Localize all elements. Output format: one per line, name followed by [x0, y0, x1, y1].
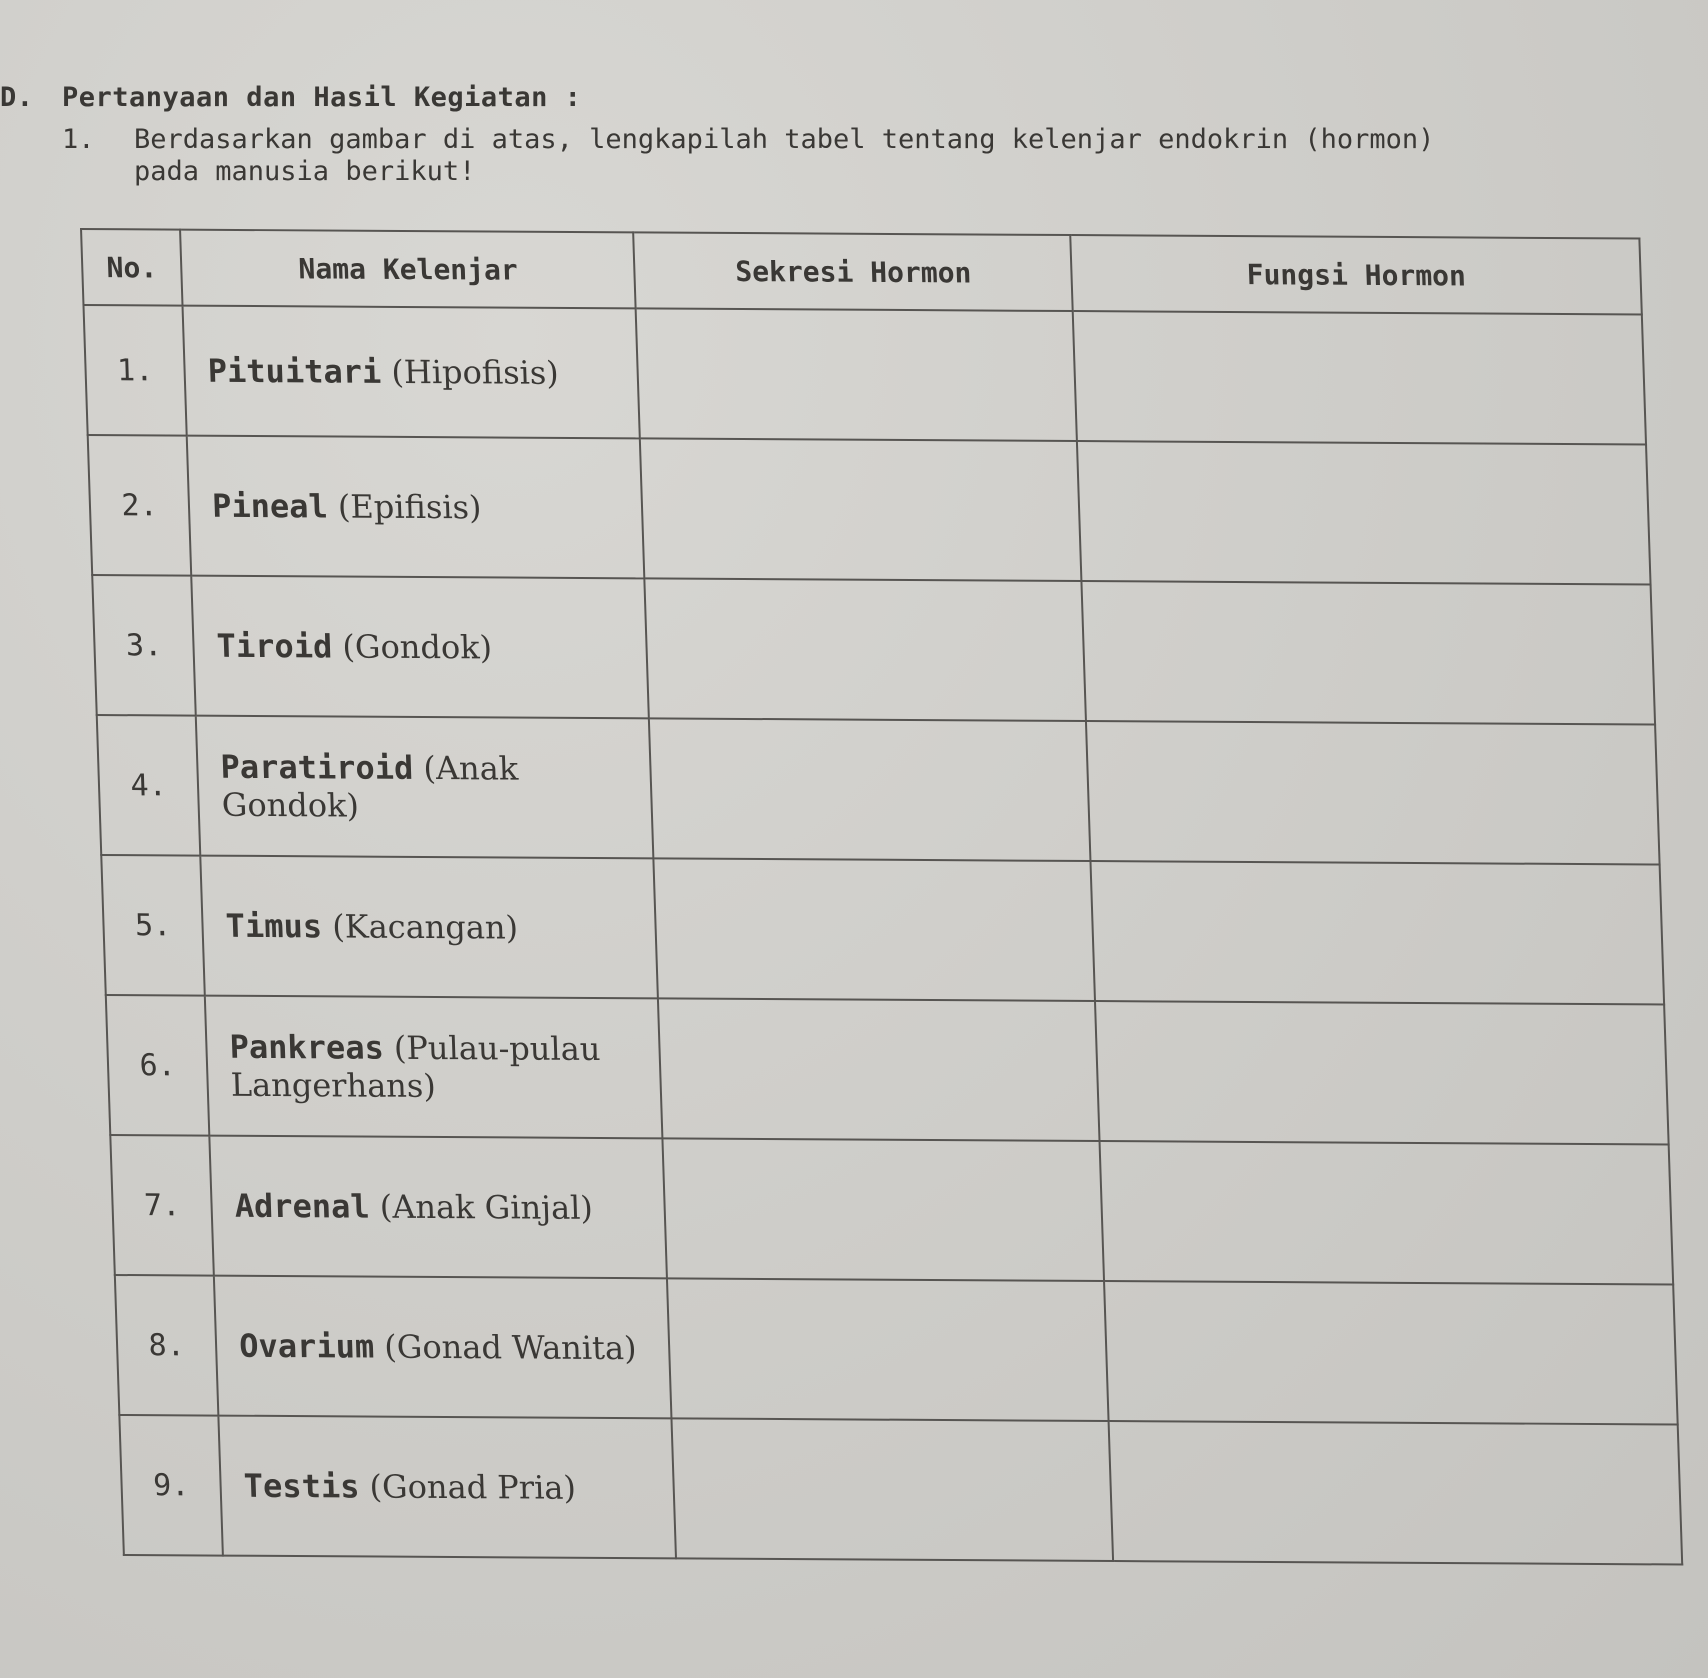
table-row — [115, 1275, 1678, 1425]
secretion-answer-cell[interactable] — [654, 858, 1096, 1001]
function-answer-cell[interactable] — [1100, 1141, 1673, 1284]
question-number: 1. — [62, 124, 95, 155]
gland-name: Tiroid — [216, 626, 333, 666]
secretion-answer-cell[interactable] — [649, 718, 1091, 861]
gland-name-cell — [205, 996, 663, 1139]
table-row — [106, 995, 1669, 1145]
section-letter: D. — [0, 82, 34, 113]
secretion-answer-cell[interactable] — [663, 1138, 1105, 1281]
function-answer-cell[interactable] — [1082, 581, 1655, 724]
function-answer-cell[interactable] — [1095, 1001, 1668, 1144]
gland-name-cell — [209, 1136, 667, 1279]
gland-name: Paratiroid — [219, 747, 414, 787]
gland-alias: (Epifisis) — [337, 487, 483, 527]
table-row — [110, 1135, 1673, 1285]
gland-name-cell — [219, 1416, 677, 1559]
gland-name: Pankreas — [228, 1027, 385, 1067]
gland-name: Pituitari — [207, 351, 382, 391]
secretion-answer-cell[interactable] — [645, 578, 1087, 721]
gland-alias: (Gonad Wanita) — [383, 1327, 638, 1368]
row-number: 5. — [101, 855, 205, 996]
gland-name: Timus — [225, 906, 323, 946]
gland-name: Testis — [243, 1466, 361, 1506]
gland-alias: (Hipofisis) — [390, 352, 560, 392]
header-hormone-secretion: Sekresi Hormon — [634, 232, 1074, 311]
endocrine-table — [80, 228, 1683, 1566]
table-row — [83, 305, 1646, 445]
function-answer-cell[interactable] — [1104, 1281, 1677, 1424]
function-answer-cell[interactable] — [1109, 1421, 1682, 1564]
row-number: 3. — [92, 575, 196, 716]
table-row — [88, 435, 1651, 585]
header-hormone-function: Fungsi Hormon — [1071, 235, 1642, 314]
gland-alias: (Anak Ginjal) — [379, 1187, 594, 1227]
secretion-answer-cell[interactable] — [667, 1278, 1109, 1421]
header-gland-name: Nama Kelenjar — [180, 230, 636, 309]
row-number: 7. — [110, 1135, 214, 1276]
function-answer-cell[interactable] — [1086, 721, 1659, 864]
table-row — [97, 715, 1660, 865]
question-text — [134, 124, 1634, 188]
gland-name: Pineal — [211, 486, 329, 526]
gland-name: Adrenal — [234, 1186, 371, 1226]
table-row — [101, 855, 1664, 1005]
gland-alias: (Gonad Pria) — [368, 1467, 577, 1507]
gland-alias: (Kacangan) — [331, 907, 519, 947]
row-number: 4. — [97, 715, 201, 856]
gland-name-cell — [183, 306, 641, 439]
secretion-answer-cell[interactable] — [658, 998, 1100, 1141]
gland-name-cell — [196, 716, 654, 859]
function-answer-cell[interactable] — [1073, 311, 1646, 444]
row-number: 2. — [88, 435, 192, 576]
gland-name-cell — [187, 436, 645, 579]
gland-alias: (Pulau-pulau Langerhans) — [230, 1028, 601, 1105]
function-answer-cell[interactable] — [1091, 861, 1664, 1004]
secretion-answer-cell[interactable] — [636, 308, 1077, 441]
table-row — [119, 1415, 1682, 1565]
question-line-1: Berdasarkan gambar di atas, lengkapilah tabel tentang kelenjar endokrin (hormon) — [134, 124, 1435, 155]
gland-alias: (Gondok) — [341, 627, 493, 667]
function-answer-cell[interactable] — [1077, 441, 1650, 584]
gland-name-cell — [200, 856, 658, 999]
section-heading — [0, 82, 581, 113]
row-number: 9. — [119, 1415, 223, 1556]
row-number: 1. — [83, 305, 186, 436]
gland-name-cell — [214, 1276, 672, 1419]
question-line-2: pada manusia berikut! — [134, 156, 476, 187]
row-number: 6. — [106, 995, 210, 1136]
gland-alias: (Anak Gondok) — [221, 748, 519, 825]
section-title: Pertanyaan dan Hasil Kegiatan : — [62, 82, 582, 113]
gland-name: Ovarium — [238, 1326, 375, 1366]
secretion-answer-cell[interactable] — [672, 1418, 1114, 1561]
table-row — [92, 575, 1655, 725]
header-no: No. — [81, 229, 183, 306]
row-number: 8. — [115, 1275, 219, 1416]
secretion-answer-cell[interactable] — [640, 438, 1082, 581]
gland-name-cell — [191, 576, 649, 719]
table-header-row — [81, 229, 1642, 315]
